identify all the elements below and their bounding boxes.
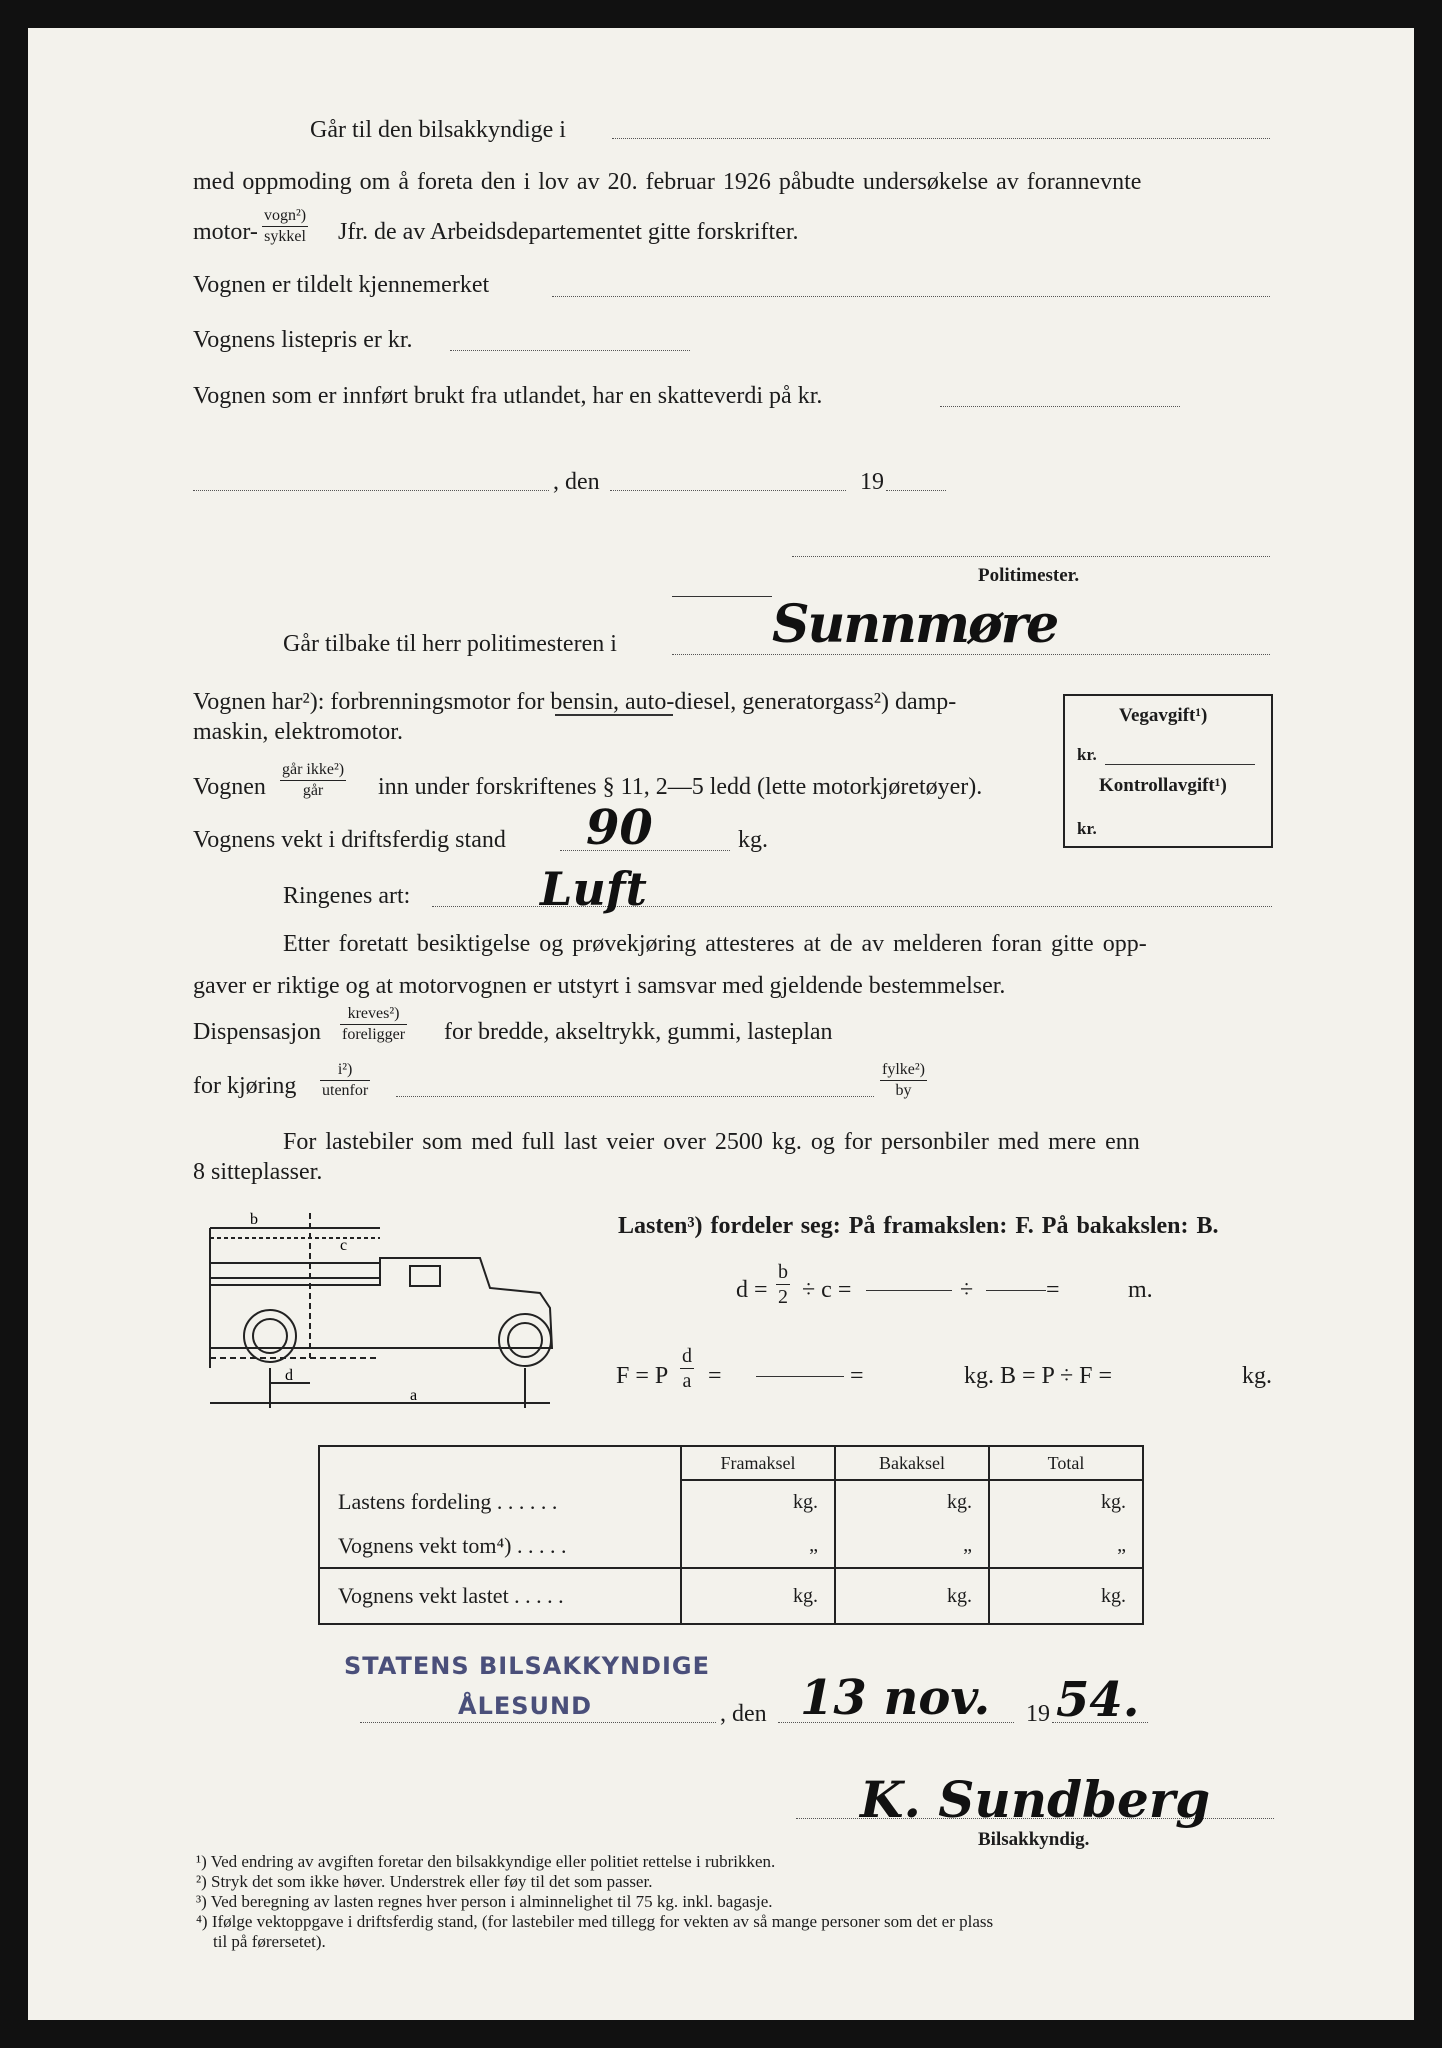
ringenes-handwritten: Luft: [540, 862, 647, 916]
vekt-handwritten: 90: [586, 800, 653, 856]
avgift-box: [1063, 694, 1273, 848]
d-over-a-fraction: [680, 1346, 694, 1391]
kjennemerke-label: Vognen er tildelt kjennemerket: [193, 272, 490, 298]
diagram-c-label: c: [340, 1237, 348, 1254]
year-field[interactable]: [886, 490, 946, 491]
truck-axle-diagram: [200, 1208, 576, 1426]
vekt-unit: kg.: [738, 827, 768, 853]
fylke-option: fylke²): [880, 1062, 927, 1081]
date-den-label: , den: [553, 469, 600, 495]
kreves-fraction: [340, 1006, 407, 1043]
vegavgift-label: Vegavgift¹): [1119, 705, 1208, 726]
sykkel-option: sykkel: [264, 228, 306, 245]
f-eq: F = P: [616, 1363, 669, 1389]
gar-ikke-option: går ikke²): [280, 762, 346, 781]
sign-date-handwritten: 13 nov.: [800, 1670, 991, 1726]
cell-lastet-total[interactable]: kg.: [989, 1568, 1143, 1624]
kjennemerke-field[interactable]: [552, 296, 1270, 297]
header-total: Total: [989, 1446, 1143, 1480]
motor-prefix: motor-: [193, 219, 258, 245]
a-under: a: [682, 1370, 692, 1392]
bilsakkyndig-signature: K. Sundberg: [860, 1770, 1211, 1829]
footnote-4-cont: til på førersetet).: [196, 1932, 326, 1951]
header-framaksel: Framaksel: [681, 1446, 835, 1480]
d-field-1[interactable]: [866, 1290, 952, 1291]
cell-tom-total[interactable]: „: [989, 1524, 1143, 1568]
ringenes-label: Ringenes art:: [283, 883, 411, 909]
kg-end: kg.: [1242, 1363, 1272, 1389]
vogn-sykkel-fraction: [262, 208, 308, 245]
vogn-option: vogn²): [262, 208, 308, 227]
listepris-label: Vognens listepris er kr.: [193, 327, 413, 353]
fylke-by-fraction: [880, 1062, 927, 1099]
bilsakkyndig-label: Bilsakkyndig.: [978, 1829, 1090, 1850]
jfr-line: Jfr. de av Arbeidsdepartementet gitte forskrifter.: [338, 219, 799, 245]
kontrollavgift-kr: kr.: [1077, 819, 1097, 838]
gar-fraction: [280, 762, 346, 799]
bensin-underline: [555, 714, 673, 716]
m-unit: m.: [1128, 1277, 1153, 1303]
gar-tilbake-label: Går tilbake til herr politimesteren i: [283, 631, 617, 657]
vognen-har-line2: maskin, elektromotor.: [193, 719, 403, 745]
d-rest: ÷ c =: [802, 1277, 852, 1303]
utenfor-option: utenfor: [322, 1082, 369, 1099]
axle-distribution-table: [318, 1445, 1144, 1625]
header-bakaksel: Bakaksel: [835, 1446, 989, 1480]
footnote-2: ²) Stryk det som ikke høver. Understrek eller føy til det som passer.: [196, 1872, 653, 1891]
stamp-line2: ÅLESUND: [458, 1692, 593, 1720]
d-minus: ÷: [960, 1277, 974, 1303]
cell-lastet-fram[interactable]: kg.: [681, 1568, 835, 1624]
separator-line: [672, 596, 772, 597]
date-field[interactable]: [610, 490, 846, 491]
oppmoding-line: med oppmoding om å foreta den i lov av 20. februar 1926 påbudte undersøkelse av forannevnte: [193, 169, 1142, 195]
vegavgift-kr: kr.: [1077, 745, 1097, 764]
b-over: b: [778, 1261, 788, 1283]
stamp-line1: STATENS BILSAKKYNDIGE: [344, 1652, 710, 1680]
b-over-2-fraction: [776, 1262, 790, 1307]
foreligger-option: foreligger: [342, 1026, 406, 1043]
lasten-line: Lasten³) fordeler seg: På framakslen: F. På bakakslen: B.: [618, 1213, 1219, 1239]
dispensasjon-rest: for bredde, akseltrykk, gummi, lasteplan: [444, 1019, 833, 1045]
vegavgift-field[interactable]: [1105, 764, 1255, 765]
sign-den-label: , den: [720, 1701, 767, 1727]
d-over: d: [682, 1345, 692, 1367]
date-19-label: 19: [860, 469, 884, 495]
i-option: i²): [320, 1062, 370, 1081]
kontrollavgift-label: Kontrollavgift¹): [1099, 775, 1227, 796]
i-utenfor-fraction: [320, 1062, 370, 1099]
d-equals: =: [1046, 1277, 1060, 1303]
vognen-prefix: Vognen: [193, 774, 266, 800]
attest-line2: gaver er riktige og at motorvognen er utstyrt i samsvar med gjeldende bestemmelser.: [193, 973, 1006, 999]
row-lastens-fordeling-label: Lastens fordeling . . . . . .: [338, 1489, 558, 1514]
two-under: 2: [778, 1286, 788, 1308]
f-field-1[interactable]: [756, 1376, 844, 1377]
kreves-option: kreves²): [340, 1006, 407, 1025]
footnote-4: ⁴) Ifølge vektoppgave i driftsferdig stand, (for lastebiler med tillegg for vekten av så mange personer som det er plass: [196, 1912, 994, 1931]
skatteverdi-label: Vognen som er innført brukt fra utlandet, har en skatteverdi på kr.: [193, 383, 823, 409]
diagram-a-label: a: [410, 1387, 418, 1404]
f-eq2: =: [708, 1363, 722, 1389]
dispensasjon-label: Dispensasjon: [193, 1019, 321, 1045]
cell-tom-bak[interactable]: „: [835, 1524, 989, 1568]
lastebiler-line1: For lastebiler som med full last veier over 2500 kg. og for personbiler med mere enn: [283, 1129, 1140, 1155]
lastebiler-line2: 8 sitteplasser.: [193, 1159, 323, 1185]
f-eq3: =: [850, 1363, 864, 1389]
attest-line1: Etter foretatt besiktigelse og prøvekjøring attesteres at de av melderen foran gitte opp-: [283, 931, 1147, 957]
kjoring-label: for kjøring: [193, 1073, 297, 1099]
politimester-label: Politimester.: [978, 565, 1080, 586]
gar-til-field[interactable]: [612, 138, 1270, 139]
vekt-label: Vognens vekt i driftsferdig stand: [193, 827, 506, 853]
kjoring-field[interactable]: [396, 1096, 874, 1097]
forskrift-line: inn under forskriftenes § 11, 2—5 ledd (lette motorkjøretøyer).: [378, 774, 983, 800]
cell-lastet-bak[interactable]: kg.: [835, 1568, 989, 1624]
cell-tom-fram[interactable]: „: [681, 1524, 835, 1568]
diagram-d-label: d: [285, 1367, 293, 1384]
cell-lastens-fram[interactable]: kg.: [681, 1480, 835, 1524]
politimester-signature-field[interactable]: [792, 556, 1270, 557]
gar-til-label: Går til den bilsakkyndige i: [310, 117, 566, 143]
gar-tilbake-handwritten: Sunnmøre: [772, 594, 1058, 655]
listepris-field[interactable]: [450, 350, 690, 351]
vognen-har-line1: Vognen har²): forbrenningsmotor for bensin, auto-diesel, generatorgass²) damp-: [193, 689, 957, 715]
d-field-2[interactable]: [986, 1290, 1046, 1291]
by-option: by: [895, 1082, 912, 1099]
diagram-b-label: b: [250, 1211, 258, 1228]
row-vekt-lastet-label: Vognens vekt lastet . . . . .: [338, 1583, 564, 1608]
sign-year-handwritten: 54.: [1056, 1672, 1140, 1728]
footnote-1: ¹) Ved endring av avgiften foretar den bilsakkyndige eller politiet rettelse i rubrikken.: [196, 1852, 776, 1871]
footnote-3: ³) Ved beregning av lasten regnes hver person i alminnelighet til 75 kg. inkl. bagasje.: [196, 1892, 773, 1911]
skatteverdi-field[interactable]: [940, 406, 1180, 407]
cell-lastens-total[interactable]: kg.: [989, 1480, 1143, 1524]
sign-year-prefix: 19: [1026, 1701, 1050, 1727]
cell-lastens-bak[interactable]: kg.: [835, 1480, 989, 1524]
row-vekt-tom-label: Vognens vekt tom⁴) . . . . .: [319, 1524, 681, 1568]
gar-option: går: [302, 782, 324, 799]
d-eq: d =: [736, 1277, 768, 1303]
sign-place-field[interactable]: [360, 1722, 716, 1723]
kg-b-label: kg. B = P ÷ F =: [964, 1363, 1113, 1389]
place-field[interactable]: [193, 490, 549, 491]
